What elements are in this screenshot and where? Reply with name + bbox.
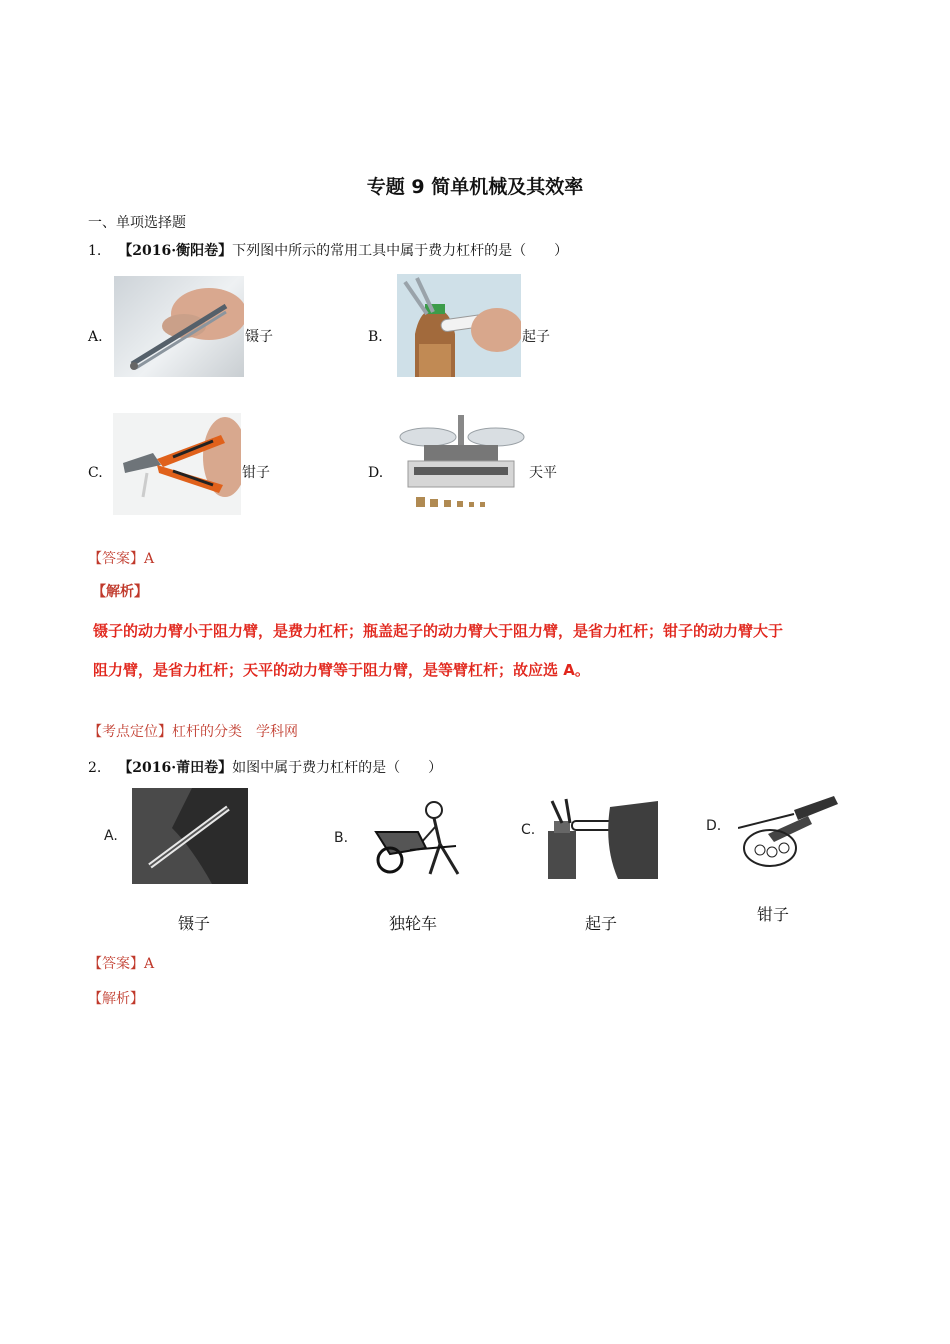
tweezers-photo bbox=[114, 276, 244, 377]
q1-answer-value: A bbox=[144, 551, 155, 567]
balance-scale-photo bbox=[394, 407, 528, 515]
q2-answer-tag: 【答案】 bbox=[88, 956, 144, 972]
q2-option-c-label: 起子 bbox=[585, 914, 618, 933]
q1-option-b-label: 起子 bbox=[522, 329, 550, 345]
q1-stem-text: 下列图中所示的常用工具中属于费力杠杆的是（ ） bbox=[232, 243, 569, 259]
q2-option-d-label: 钳子 bbox=[757, 905, 790, 924]
q1-option-d-label: 天平 bbox=[529, 465, 557, 481]
wheelbarrow-sketch bbox=[370, 798, 476, 878]
q2-option-b-label: 独轮车 bbox=[389, 914, 438, 933]
q2-number: 2. bbox=[88, 760, 102, 776]
q2-stem-text: 如图中属于费力杠杆的是（ ） bbox=[232, 760, 443, 776]
q1-option-b-letter: B. bbox=[368, 329, 383, 345]
q1-stem bbox=[88, 242, 568, 260]
q1-analysis-tag: 【解析】 bbox=[92, 584, 148, 600]
q2-option-a-label: 镊子 bbox=[178, 914, 211, 933]
q1-source: 【2016·衡阳卷】 bbox=[118, 243, 233, 259]
q2-answer bbox=[88, 955, 154, 973]
q2-answer-value: A bbox=[144, 956, 155, 972]
q1-number: 1. bbox=[88, 243, 102, 259]
pliers-photo bbox=[113, 413, 241, 515]
q1-analysis-line2: 阻力臂，是省力杠杆；天平的动力臂等于阻力臂，是等臂杠杆；故应选 A。 bbox=[93, 661, 590, 679]
q1-option-a-label: 镊子 bbox=[245, 329, 273, 345]
q1-option-a-letter: A. bbox=[88, 329, 103, 345]
q2-stem bbox=[88, 759, 442, 777]
q1-point-tag: 【考点定位】 bbox=[88, 724, 172, 740]
page-title: 专题 9 简单机械及其效率 bbox=[366, 176, 584, 198]
q1-analysis-line1: 镊子的动力臂小于阻力臂，是费力杠杆；瓶盖起子的动力臂大于阻力臂，是省力杠杆；钳子的动力臂大于 bbox=[93, 622, 784, 640]
q2-source: 【2016·莆田卷】 bbox=[118, 760, 233, 776]
q2-option-c-letter: C. bbox=[521, 822, 536, 838]
q1-point-text: 杠杆的分类 学科网 bbox=[172, 724, 298, 740]
q2-option-b-letter: B. bbox=[334, 830, 349, 846]
bottle-opener-photo bbox=[397, 274, 521, 377]
q1-point bbox=[88, 723, 298, 741]
q1-option-c-letter: C. bbox=[88, 465, 103, 481]
q1-answer bbox=[88, 550, 154, 568]
q2-option-d-letter: D. bbox=[706, 818, 722, 834]
q1-answer-tag: 【答案】 bbox=[88, 551, 144, 567]
pliers-sketch bbox=[738, 790, 844, 872]
q1-option-d-letter: D. bbox=[368, 465, 384, 481]
bottle-opener-sketch bbox=[548, 797, 658, 879]
section-heading: 一、单项选择题 bbox=[88, 215, 186, 231]
tweezers-sketch bbox=[132, 788, 248, 884]
q2-option-a-letter: A. bbox=[104, 828, 118, 844]
q1-option-c-label: 钳子 bbox=[242, 465, 270, 481]
q2-analysis-tag: 【解析】 bbox=[88, 991, 144, 1007]
